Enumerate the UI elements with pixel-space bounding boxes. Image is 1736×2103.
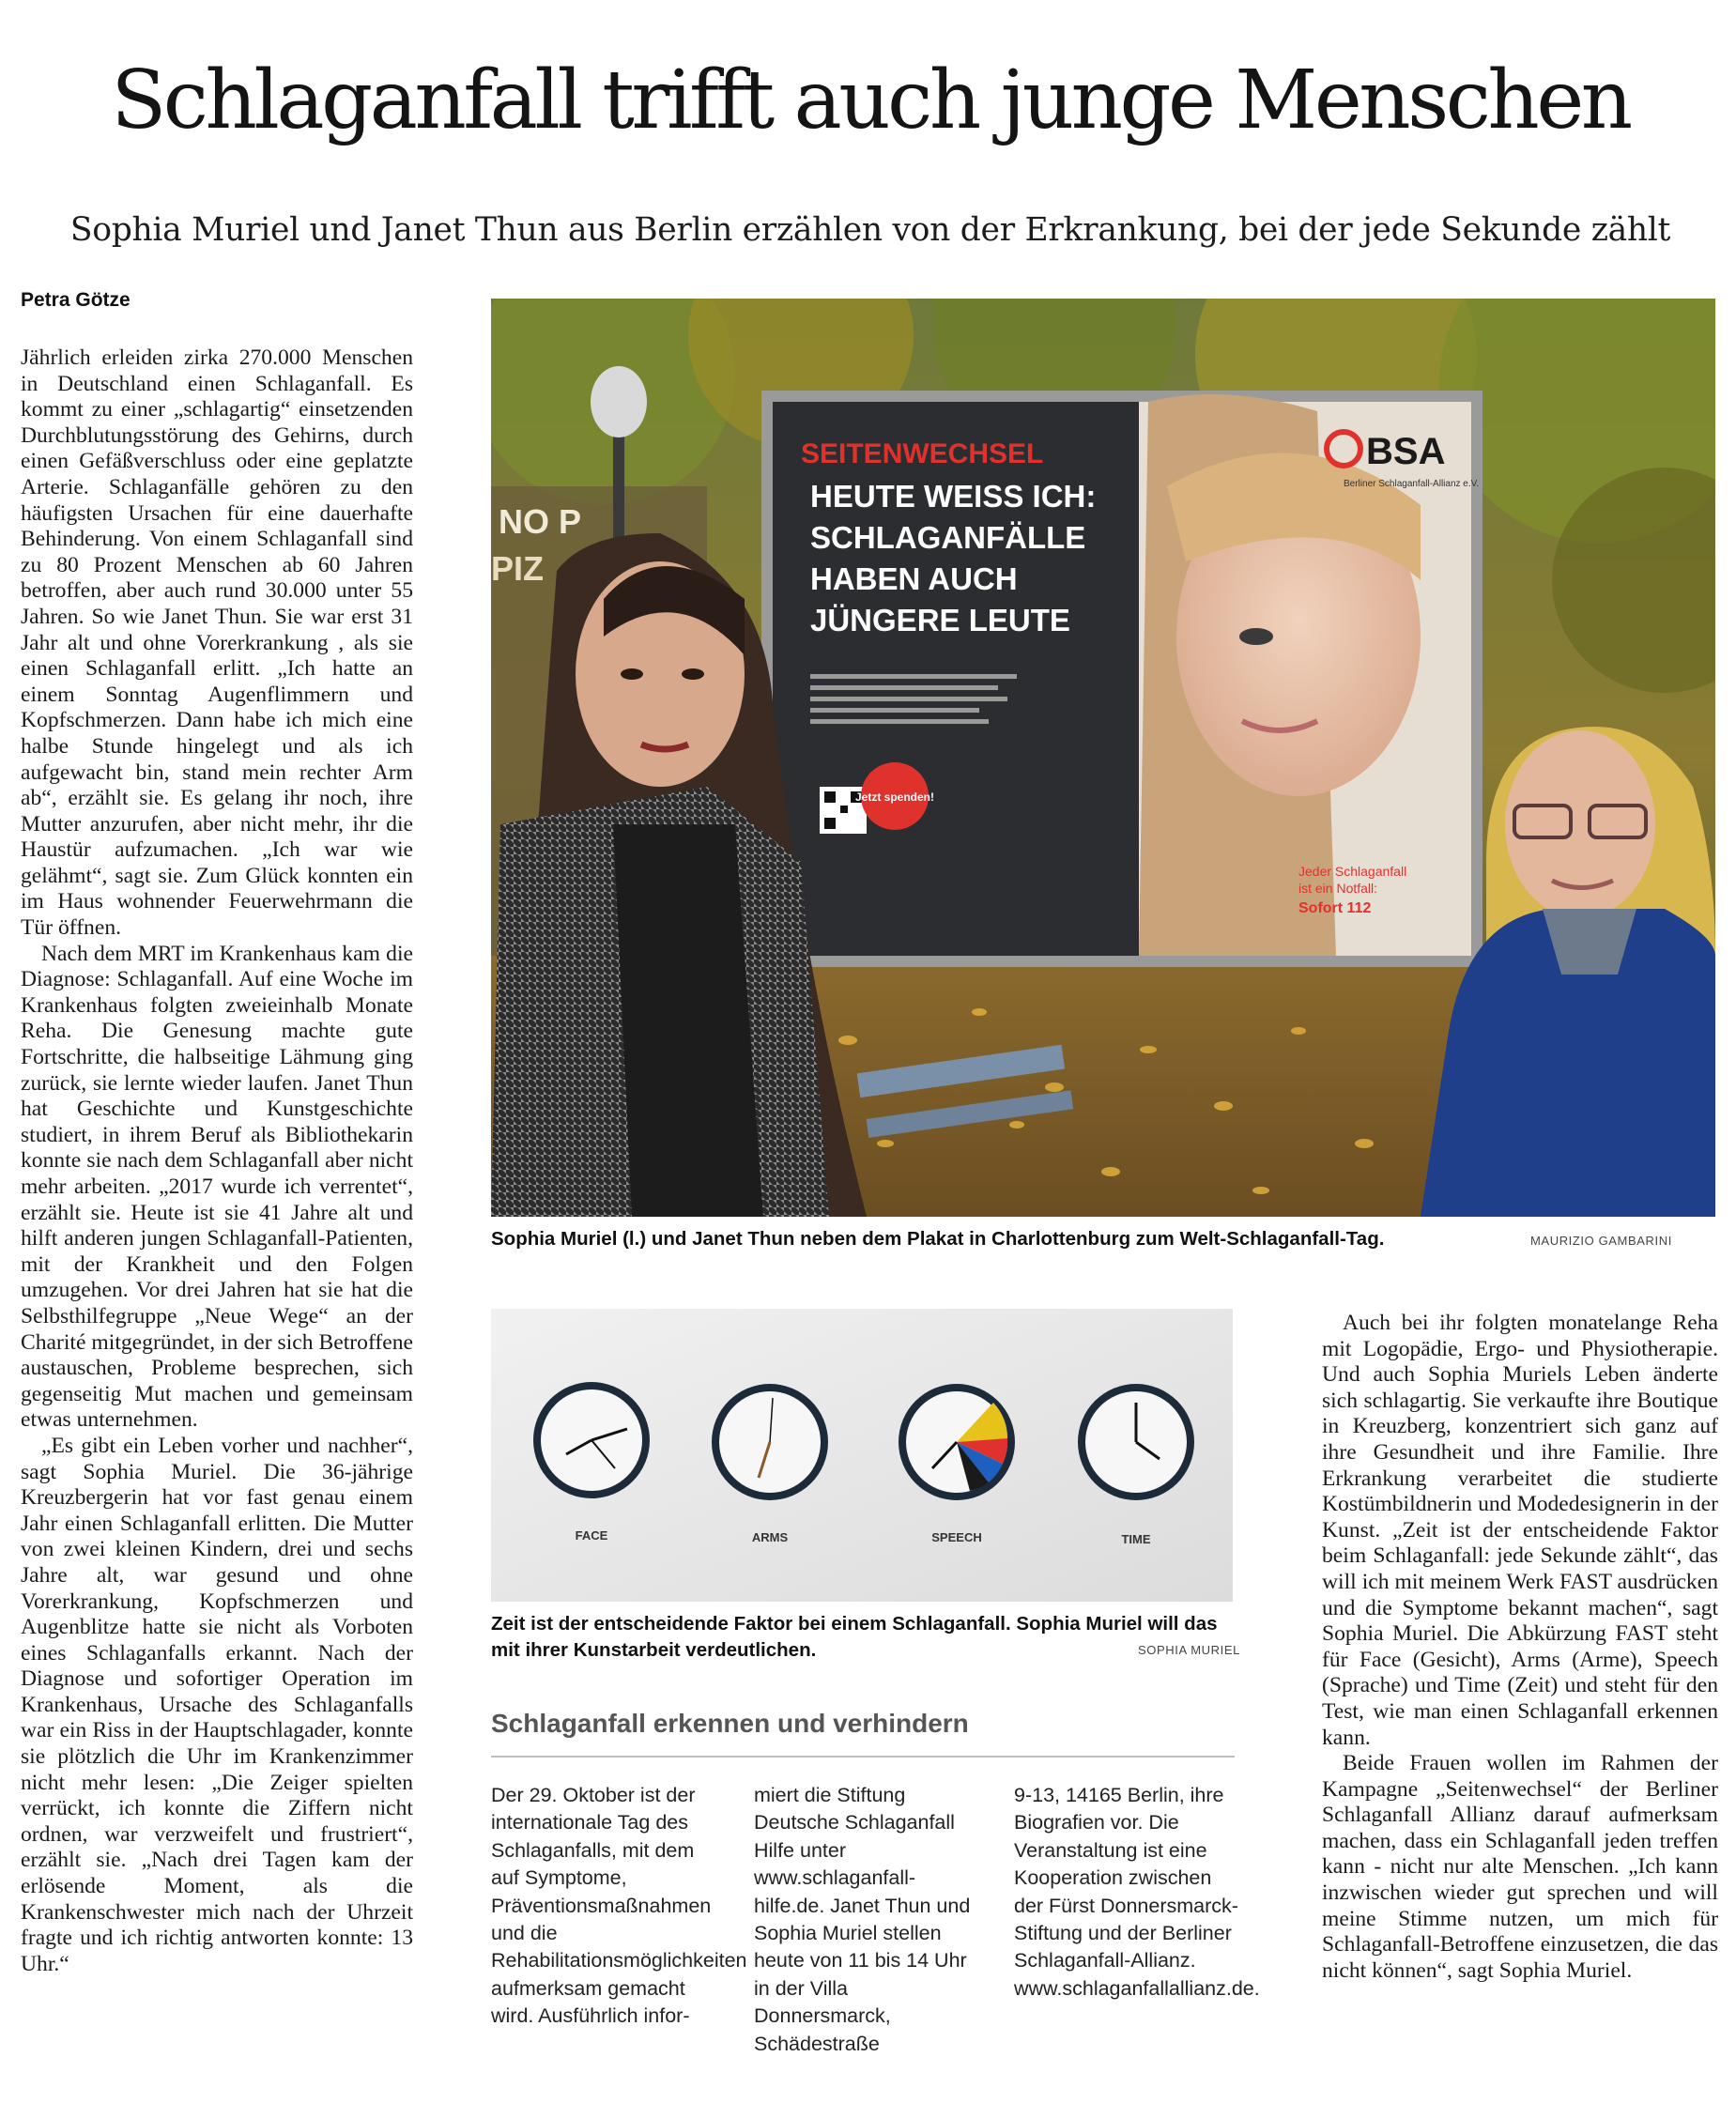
- sign-fragment: PIZ: [491, 549, 545, 588]
- infobox-column: 9-13, 14165 Berlin, ihre Biografien vor. Die Veranstaltung ist eine Kooperation zwischen der Fürst Donnersmarck-Stiftung und der Berliner Schlaganfall-Allianz. www.schlaganfallallianz.de.: [1014, 1784, 1260, 2000]
- infobox-column: Der 29. Oktober ist der internationale Tag des Schlaganfalls, mit dem auf Symptome, Präventionsmaßnahmen und die Rehabilitationsmöglichkeiten aufmerksam gemacht wird. Ausführlich infor-: [491, 1784, 747, 2028]
- infobox-rule: [491, 1756, 1235, 1758]
- article-body-right: [1322, 1311, 1718, 1984]
- clocks-photo-credit: SOPHIA MURIEL: [1138, 1643, 1240, 1657]
- clock-label: ARMS: [751, 1530, 789, 1544]
- subheadline: Sophia Muriel und Janet Thun aus Berlin erzählen von der Erkrankung, bei der jede Sekunde zählt: [69, 211, 1671, 249]
- author-byline: Petra Götze: [21, 289, 131, 311]
- poster-notice-line: ist ein Notfall:: [1298, 881, 1378, 896]
- clock-label: TIME: [1121, 1532, 1151, 1546]
- poster-notice-line: Jeder Schlaganfall: [1298, 864, 1407, 879]
- main-photo-illustration: [491, 299, 1715, 1217]
- poster-logo-sub: Berliner Schlaganfall-Allianz e.V.: [1344, 479, 1480, 489]
- paragraph: Nach dem MRT im Krankenhaus kam die Diagnose: Schlaganfall. Auf eine Woche im Krankenhaus folgten zweieinhalb Monate Reha. Die Genesung machte gute Fortschritte, die halbseitige Lähmung ging zurück, sie lernte wieder laufen. Janet Thun hat Geschichte und Kunstgeschichte studiert, in ihrem Beruf als Bibliothekarin konnte sie nach dem Schlaganfall aber nicht mehr arbeiten. „2017 wurde ich verrentet“, erzählt sie. Heute ist sie 41 Jahre alt und hilft anderen jungen Schlaganfall-Patienten, mit der Krankheit und den Folgen umzugehen. Vor drei Jahren hat sie hat die Selbsthilfegruppe „Neue Wege“ an der Charité mitgegründet, in der sich Betroffene austauschen, Probleme besprechen, sich gegenseitig Mut machen und gemeinsam etwas unternehmen.: [21, 941, 413, 1433]
- clocks-photo-illustration: [491, 1309, 1233, 1602]
- main-photo: [491, 299, 1715, 1217]
- paragraph: Beide Frauen wollen im Rahmen der Kampagne „Seitenwechsel“ der Berliner Schlaganfall Allianz darauf aufmerksam machen, dass ein Schlaganfall jeden treffen kann - nicht nur alte Menschen. „Ich kann inzwischen wieder gut sprechen und will meine Stimme nutzen, um mich für Schlaganfall-Betroffene einzusetzen, die das nicht können“, sagt Sophia Muriel.: [1322, 1751, 1718, 1983]
- headline: Schlaganfall trifft auch junge Menschen: [111, 54, 1630, 147]
- paragraph: Jährlich erleiden zirka 270.000 Menschen in Deutschland einen Schlaganfall. Es kommt zu einer „schlagartig“ einsetzenden Durchblutungsstörung des Gehirns, durch einen Gefäßverschluss oder eine geplatzte Arterie. Schlaganfälle gehören zu den häufigsten Ursachen für eine dauerhafte Behinderung. Von einem Schlaganfall sind zu 80 Prozent Menschen ab 60 Jahren betroffen, aber auch rund 30.000 unter 55 Jahren. So wie Janet Thun. Sie war erst 31 Jahr alt und ohne Vorerkrankung , als sie einen Schlaganfall erlitt. „Ich hatte an einem Sonntag Augenflimmern und Kopfschmerzen. Dann habe ich mich eine halbe Stunde hingelegt und als ich aufgewacht bin, stand mein rechter Arm ab“, erzählt sie. Es gelang ihr noch, ihre Mutter anzurufen, aber nicht mehr, ihr die Haustür aufzumachen. „Ich war wie gelähmt“, sagt sie. Zum Glück konnten ein im Haus wohnender Feuerwehrmann die Tür öffnen.: [21, 345, 413, 941]
- poster-headline-line: JÜNGERE LEUTE: [810, 603, 1070, 637]
- clocks-photo-caption: Zeit ist der entscheidende Faktor bei einem Schlaganfall. Sophia Muriel will das mit ihrer Kunstarbeit verdeutlichen.: [491, 1613, 1218, 1661]
- poster-headline-line: SCHLAGANFÄLLE: [810, 520, 1086, 555]
- poster-kicker: SEITENWECHSEL: [801, 438, 1044, 469]
- paragraph: Auch bei ihr folgten monatelange Reha mit Logopädie, Ergo- und Physiotherapie. Und auch Sophia Muriels Leben änderte sich schlagartig. Sie verkaufte ihre Boutique in Kreuzberg, konzentriert sich ganz auf ihre Gesundheit und ihre Familie. Ihre Erkrankung verarbeitet die studierte Kostümbildnerin und Modedesignerin in der Kunst. „Zeit ist der entscheidende Faktor beim Schlaganfall: jede Sekunde zählt“, das will ich mit meinem Werk FAST ausdrücken und die Symptome bekannt machen“, sagt Sophia Muriel. Die Abkürzung FAST steht für Face (Gesicht), Arms (Arme), Speech (Sprache) und Time (Zeit) und steht für den Test, wie man einen Schlaganfall erkennen kann.: [1322, 1311, 1718, 1750]
- clock-label: SPEECH: [931, 1530, 982, 1544]
- poster-notice-line: Sofort 112: [1298, 900, 1372, 916]
- article-body-left: [21, 345, 413, 1977]
- sign-fragment: NO P: [499, 502, 582, 541]
- poster-donate-badge: Jetzt spenden!: [854, 791, 935, 804]
- clock-label: FACE: [575, 1528, 608, 1543]
- paragraph: „Es gibt ein Leben vorher und nachher“, sagt Sophia Muriel. Die 36-jährige Kreuzbergerin hat vor fast genau einem Jahr einen Schlaganfall erlitten. Die Mutter von zwei kleinen Kindern, drei und sechs Jahre alt, war gesund und ohne Vorerkrankung, Kopfschmerzen und Augenblitze hatte sie nicht als Vorboten eines Schlaganfalls erkannt. Nach der Diagnose und sofortiger Operation im Krankenhaus, Ursache des Schlaganfalls war ein Riss in der Hauptschlagader, konnte sie plötzlich die Uhr im Krankenzimmer nicht mehr lesen: „Die Zeiger spielten verrückt, ich konnte die Ziffern nicht ordnen, war verzweifelt und frustriert“, erzählt sie. „Nach drei Tagen kam der erlösende Moment, als die Krankenschwester mich nach der Uhrzeit fragte und ich richtig antworten konnte: 13 Uhr.“: [21, 1433, 413, 1976]
- main-photo-caption: Sophia Muriel (l.) und Janet Thun neben dem Plakat in Charlottenburg zum Welt-Schlaganfall-Tag.: [491, 1228, 1385, 1250]
- poster-headline-line: HEUTE WEISS ICH:: [810, 479, 1097, 514]
- poster-logo: BSA: [1366, 431, 1446, 472]
- infobox-column: miert die Stiftung Deutsche Schlaganfall Hilfe unter www.schlaganfall-hilfe.de. Janet Thun und Sophia Muriel stellen heute von 11 bis 14 Uhr in der Villa Donnersmarck, Schädestraße: [754, 1784, 971, 2055]
- poster-headline-line: HABEN AUCH: [810, 561, 1018, 596]
- main-photo-credit: MAURIZIO GAMBARINI: [1530, 1234, 1672, 1248]
- clocks-photo: [491, 1309, 1233, 1602]
- infobox-title: Schlaganfall erkennen und verhindern: [491, 1709, 969, 1738]
